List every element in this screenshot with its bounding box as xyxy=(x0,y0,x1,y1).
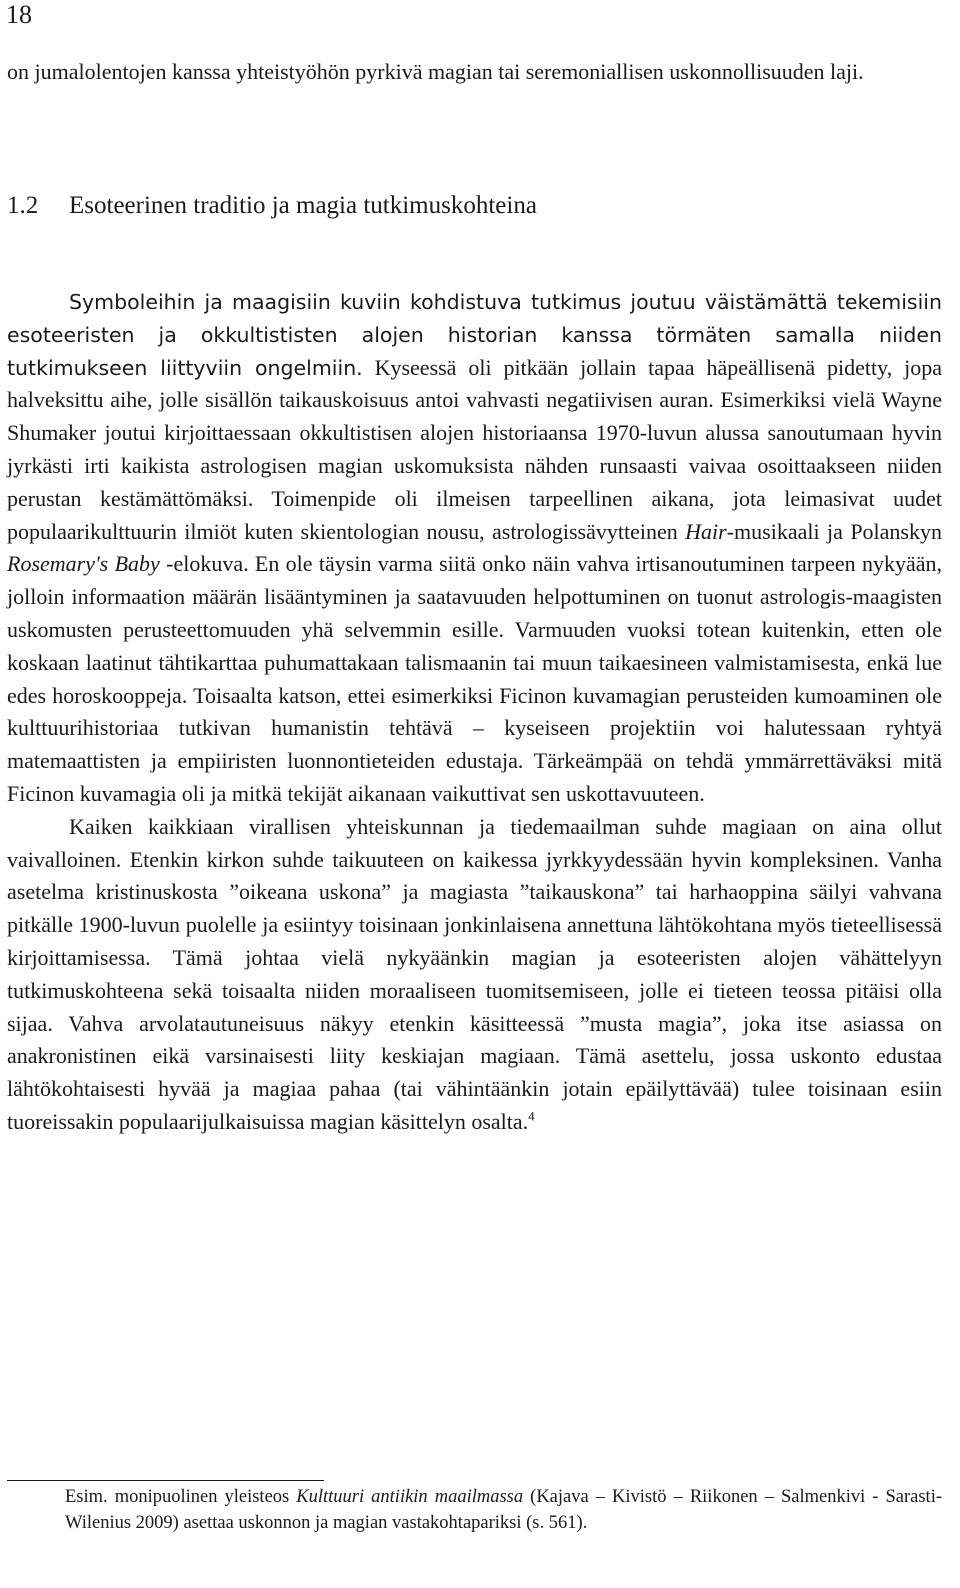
page-number: 18 xyxy=(6,0,32,29)
paragraph-2 xyxy=(7,811,942,1139)
footnote-text-pre: Esim. monipuolinen yleisteos xyxy=(65,1487,297,1507)
carryover-paragraph: on jumalolentojen kanssa yhteistyöhön pyrkivä magian tai seremoniallisen uskonnollisuuden laji. xyxy=(7,59,864,84)
hair-title: Hair xyxy=(685,518,727,544)
paragraph-1-text-b: Kyseessä oli pitkään jollain tapaa häpeällisenä pidetty, jopa halveksittu aihe, jolle sisällön taikauskoisuus antoi vahvasti negatiivisen auran. Esimerkiksi vielä Wayne Shumaker joutui kirjoittaessaan okkultistisen alojen historiaansa 1970-luvun alussa sanoutumaan hyvin jyrkästi irti kaikista astrologisen magian uskomuksista nähden runsaasti vaivaa osoittaakseen niiden perustan kestämättömäksi. Toimenpide oli ilmeisen tarpeellinen aikana, jota leimasivat uudet populaarikulttuurin ilmiöt kuten skientologian nousu, astrologissävytteinen xyxy=(7,354,942,544)
section-body xyxy=(7,286,942,1139)
paragraph-2-text: Kaiken kaikkiaan virallisen yhteiskunnan ja tiedemaailman suhde magiaan on aina ollut vaivalloinen. Etenkin kirkon suhde taikuuteen on kaikessa jyrkkyydessään hyvin kompleksinen. Vanha asetelma kristinuskosta ”oikeana uskona” ja magiasta ”taikauskona” tai harhaoppina säilyi vahvana pitkälle 1900-luvun puolelle ja esiintyy toisinaan jonkinlaisena annettuna lähtökohtana myös tieteellisessä kirjoittamisessa. Tämä johtaa vielä nykyäänkin magian ja esoteeristen alojen vähättelyyn tutkimuskohteena sekä toisaalta niiden moraaliseen tuomitsemiseen, jolle ei tieteen teossa pitäisi olla sijaa. Vahva arvolatautuneisuus näkyy etenkin käsitteessä ”musta magia”, joka itse asiassa on anakronistinen eikä varsinaisesti liity keskiajan magiaan. Tämä asettelu, jossa uskonto edustaa lähtökohtaisesti hyvää ja magiaa pahaa (tai vähintäänkin jotain epäilyttävää) tulee toisinaan esiin tuoreissakin populaarijulkaisuissa magian käsittelyn osalta. xyxy=(7,813,942,1134)
section-heading xyxy=(7,188,537,224)
paragraph-1-text-c: -musikaali ja Polanskyn xyxy=(726,518,942,544)
rosemarys-baby-title: Rosemary's Baby xyxy=(7,551,160,577)
paragraph-1-sans-text: Symboleihin ja maagisiin kuviin kohdistuva tutkimus joutuu väistämättä tekemisiin esoteeristen ja okkultististen alojen historian kanssa törmäten samalla niiden tutkimukseen liittyviin ongelmiin. xyxy=(7,290,942,380)
section-number: 1.2 xyxy=(7,192,39,219)
footnote-text-post: (Kajava – Kivistö – Riikonen – Salmenkivi - Sarasti-Wilenius 2009) asettaa uskonnon ja magian vastakohtapariksi (s. 561). xyxy=(65,1487,942,1533)
footnote-reference[interactable]: 4 xyxy=(528,1108,535,1124)
footnote-book-title: Kulttuuri antiikin maailmassa xyxy=(296,1487,524,1507)
paragraph-1 xyxy=(7,286,942,811)
footnote-divider xyxy=(7,1480,324,1481)
footnote xyxy=(7,1484,942,1536)
paragraph-1-text-d: -elokuva. En ole täysin varma siitä onko näin vahva irtisanoutuminen tarpeen nykyään, jolloin informaation määrän lisääntyminen ja saatavuuden helpottuminen on tuonut astrologis-maagisten uskomusten perusteettomuuden yhä selvemmin esille. Varmuuden vuoksi totean kuitenkin, etten ole koskaan laatinut tähtikarttaa puhumattakaan talismaanin tai muun taikaesineen valmistamisesta, enkä lue edes horoskooppeja. Toisaalta katson, ettei esimerkiksi Ficinon kuvamagian perusteiden kumoaminen ole kulttuurihistoriaa tutkivan humanistin tehtävä – kyseiseen projektiin voi halutessaan ryhtyä matemaattisten ja empiiristen luonnontieteiden edustaja. Tärkeämpää on tehdä ymmärrettäväksi mitä Ficinon kuvamagia oli ja mitkä tekijät aikanaan vaikuttivat sen uskottavuuteen. xyxy=(7,551,942,806)
section-title: Esoteerinen traditio ja magia tutkimuskohteina xyxy=(69,192,537,219)
